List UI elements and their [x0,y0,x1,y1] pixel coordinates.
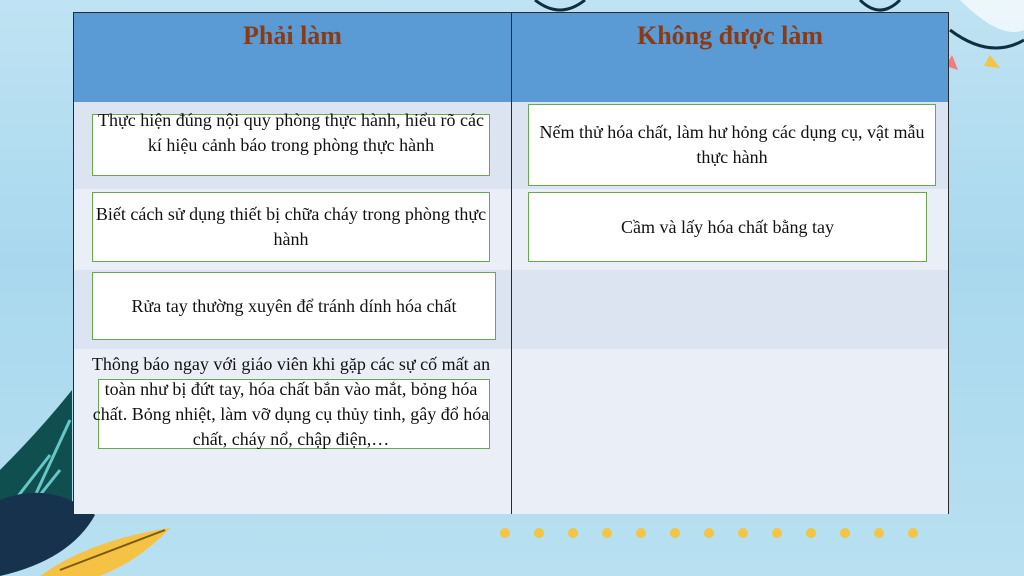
wave-line-decoration [950,30,1024,48]
must-do-item-3: Rửa tay thường xuyên để tránh dính hóa chất [92,272,496,340]
dot [704,528,714,538]
table-header [74,13,948,103]
dot [908,528,918,538]
dot [636,528,646,538]
must-do-item-2: Biết cách sử dụng thiết bị chữa cháy trong phòng thực hành [92,192,490,262]
column-divider [511,13,512,102]
dot [806,528,816,538]
must-not-do-item-2: Cầm và lấy hóa chất bằng tay [528,192,927,262]
header-must-not-do: Không được làm [636,21,824,50]
column-divider [511,102,512,189]
dot [874,528,884,538]
dot [738,528,748,538]
arc-decoration [860,0,900,10]
must-do-item-1: Thực hiện đúng nội quy phòng thực hành, hiểu rõ các kí hiệu cảnh báo trong phòng thực hành [98,110,484,155]
dot [500,528,510,538]
wave-decoration [960,0,1024,32]
dot [534,528,544,538]
must-do-item-4: Thông báo ngay với giáo viên khi gặp các sự cố mất an toàn như bị đứt tay, hóa chất bắn vào mắt, bỏng hóa chất. Bỏng nhiệt, làm vỡ dụng cụ thủy tinh, gây đổ hóa chất, cháy nổ, chập điện,… [91,354,491,449]
yellow-petal-decoration [984,55,1000,68]
dot [602,528,612,538]
column-divider [511,270,512,349]
must-not-do-item-1: Nếm thử hóa chất, làm hư hỏng các dụng cụ, vật mẫu thực hành [528,104,936,186]
column-divider [511,189,512,270]
dot-row-decoration [500,528,918,538]
dot [670,528,680,538]
dot [772,528,782,538]
arc-decoration [535,0,585,10]
dot [568,528,578,538]
header-must-do: Phải làm [243,21,342,50]
column-divider [511,349,512,514]
dot [840,528,850,538]
